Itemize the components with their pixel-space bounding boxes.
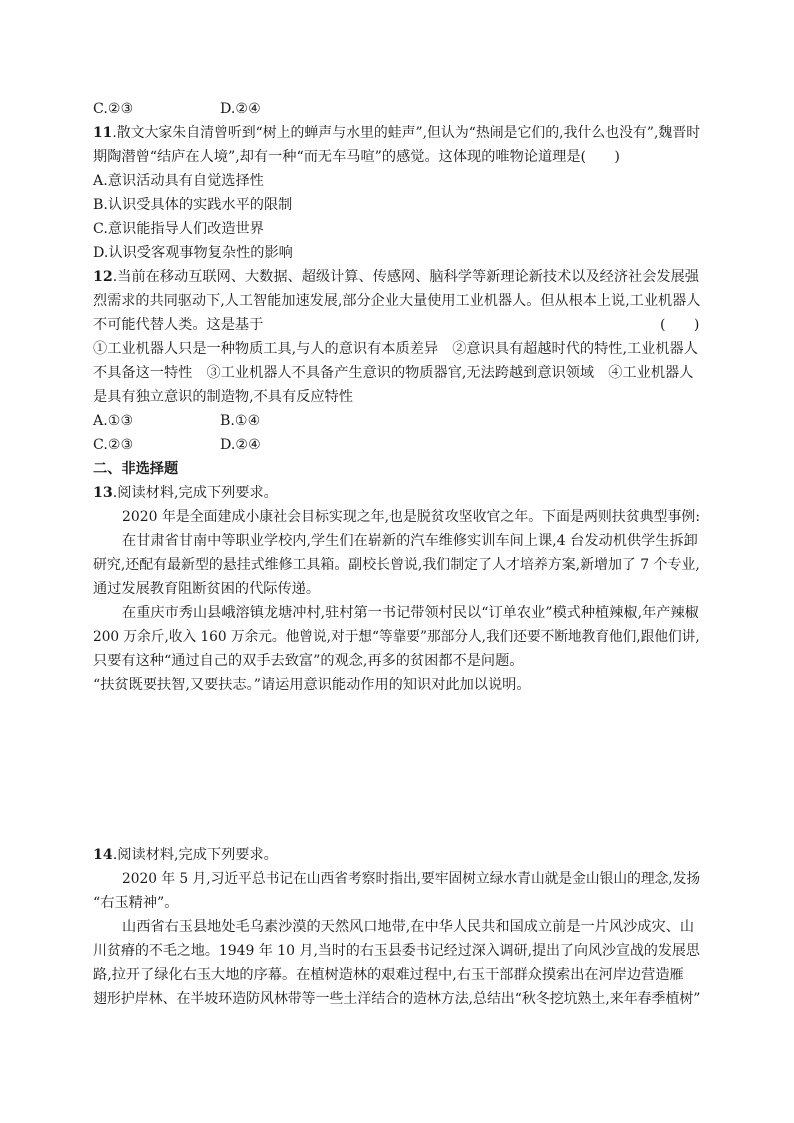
q14-paragraph-2-line-4: 翅形护岸林、在半坡环造防风林带等一些土洋结合的造林方法,总结出“秋冬挖坑熟土,来年春季植树” (93, 991, 701, 1007)
q12-option-c: C.②③ (93, 437, 134, 453)
q14-paragraph-2-line-3: 路,拉开了绿化右玉大地的序幕。在植树造林的艰难过程中,右玉干部群众摸索出在河岸边营造雁 (93, 967, 684, 983)
q11-stem-line-2: 期陶潜曾“结庐在人境”,却有一种“而无车马喧”的感觉。这体现的唯物论道理是( ) (93, 149, 620, 165)
section-heading: 二、非选择题 (93, 461, 179, 477)
q13-stem-text: .阅读材料,完成下列要求。 (112, 485, 278, 501)
q11-option-c: C.意识能指导人们改造世界 (93, 221, 264, 237)
q12-statement-line-3: 是具有独立意识的制造物,不具有反应特性 (93, 389, 353, 405)
q10-option-d: D.②④ (220, 101, 261, 117)
q14-paragraph-2-line-1: 山西省右玉县地处毛乌素沙漠的天然风口地带,在中华人民共和国成立前是一片风沙成灾、山 (122, 919, 695, 935)
q12-option-d: D.②④ (220, 437, 261, 453)
q14-stem-text: .阅读材料,完成下列要求。 (112, 847, 278, 863)
q13-paragraph-2-line-3: 通过发展教育阻断贫困的代际传递。 (93, 581, 321, 597)
q11-number: 11 (93, 125, 113, 141)
q14-paragraph-1-line-2: “右玉精神”。 (93, 895, 179, 911)
q12-statement-line-2: 不具备这一特性 ③工业机器人不具备产生意识的物质器官,无法跨越到意识领域 ④工业机器人 (93, 365, 694, 381)
q12-option-a: A.①③ (93, 413, 134, 429)
q13-question: “扶贫既要扶智,又要扶志。”请运用意识能动作用的知识对此加以说明。 (93, 677, 531, 693)
q12-stem-line-3: 不可能代替人类。这是基于 (93, 317, 264, 333)
q12-option-b: B.①④ (220, 413, 261, 429)
q13-stem (93, 481, 278, 505)
q13-paragraph-3-line-3: 只要有这种“通过自己的双手去致富”的观念,再多的贫困都不是问题。 (93, 653, 524, 669)
q13-number: 13 (93, 485, 113, 501)
q11-option-b: B.认识受具体的实践水平的限制 (93, 197, 293, 213)
q11-option-a: A.意识活动具有自觉选择性 (93, 173, 264, 189)
q10-option-c: C.②③ (93, 101, 134, 117)
q13-paragraph-1: 2020 年是全面建成小康社会目标实现之年,也是脱贫攻坚收官之年。下面是两则扶贫典型事例: (122, 509, 701, 525)
q13-paragraph-2-line-2: 研究,还配有最新型的悬挂式维修工具箱。副校长曾说,我们制定了人才培养方案,新增加了 7 个专业, (93, 557, 700, 573)
q11-stem-text-1: .散文大家朱自清曾听到“树上的蝉声与水里的蛙声”,但认为“热闹是它们的,我什么也没有”,魏晋时 (112, 125, 701, 141)
q13-paragraph-3-line-1: 在重庆市秀山县峨溶镇龙塘冲村,驻村第一书记带领村民以“订单农业”模式种植辣椒,年产辣椒 (122, 605, 699, 621)
q14-stem (93, 843, 278, 867)
q14-number: 14 (93, 847, 113, 863)
q13-paragraph-2-line-1: 在甘肃省甘南中等职业学校内,学生们在崭新的汽车维修实训车间上课,4 台发动机供学生拆卸 (122, 533, 698, 549)
q12-stem-line-2: 烈需求的共同驱动下,人工智能加速发展,部分企业大量使用工业机器人。但从根本上说,工业机器人 (93, 293, 701, 309)
q12-statement-line-1: ①工业机器人只是一种物质工具,与人的意识有本质差异 ②意识具有超越时代的特性,工业机器人 (93, 341, 698, 357)
q14-paragraph-1-line-1: 2020 年 5 月,习近平总书记在山西省考察时指出,要牢固树立绿水青山就是金山银山的理念,发扬 (122, 871, 701, 887)
q12-stem-text-1: .当前在移动互联网、大数据、超级计算、传感网、脑科学等新理论新技术以及经济社会发展强 (112, 269, 699, 285)
q14-paragraph-2-line-2: 川贫瘠的不毛之地。1949 年 10 月,当时的右玉县委书记经过深入调研,提出了向风沙宣战的发展思 (93, 943, 700, 959)
q11-option-d: D.认识受客观事物复杂性的影响 (93, 245, 293, 261)
q12-stem-line-1 (93, 265, 699, 289)
q12-number: 12 (93, 269, 113, 285)
q13-paragraph-3-line-2: 200 万余斤,收入 160 万余元。他曾说,对于想“等靠要”那部分人,我们还要不断地教育他们,跟他们讲, (93, 629, 700, 645)
q12-answer-paren: ( ) (660, 317, 700, 333)
q11-stem-line-1 (93, 121, 700, 145)
